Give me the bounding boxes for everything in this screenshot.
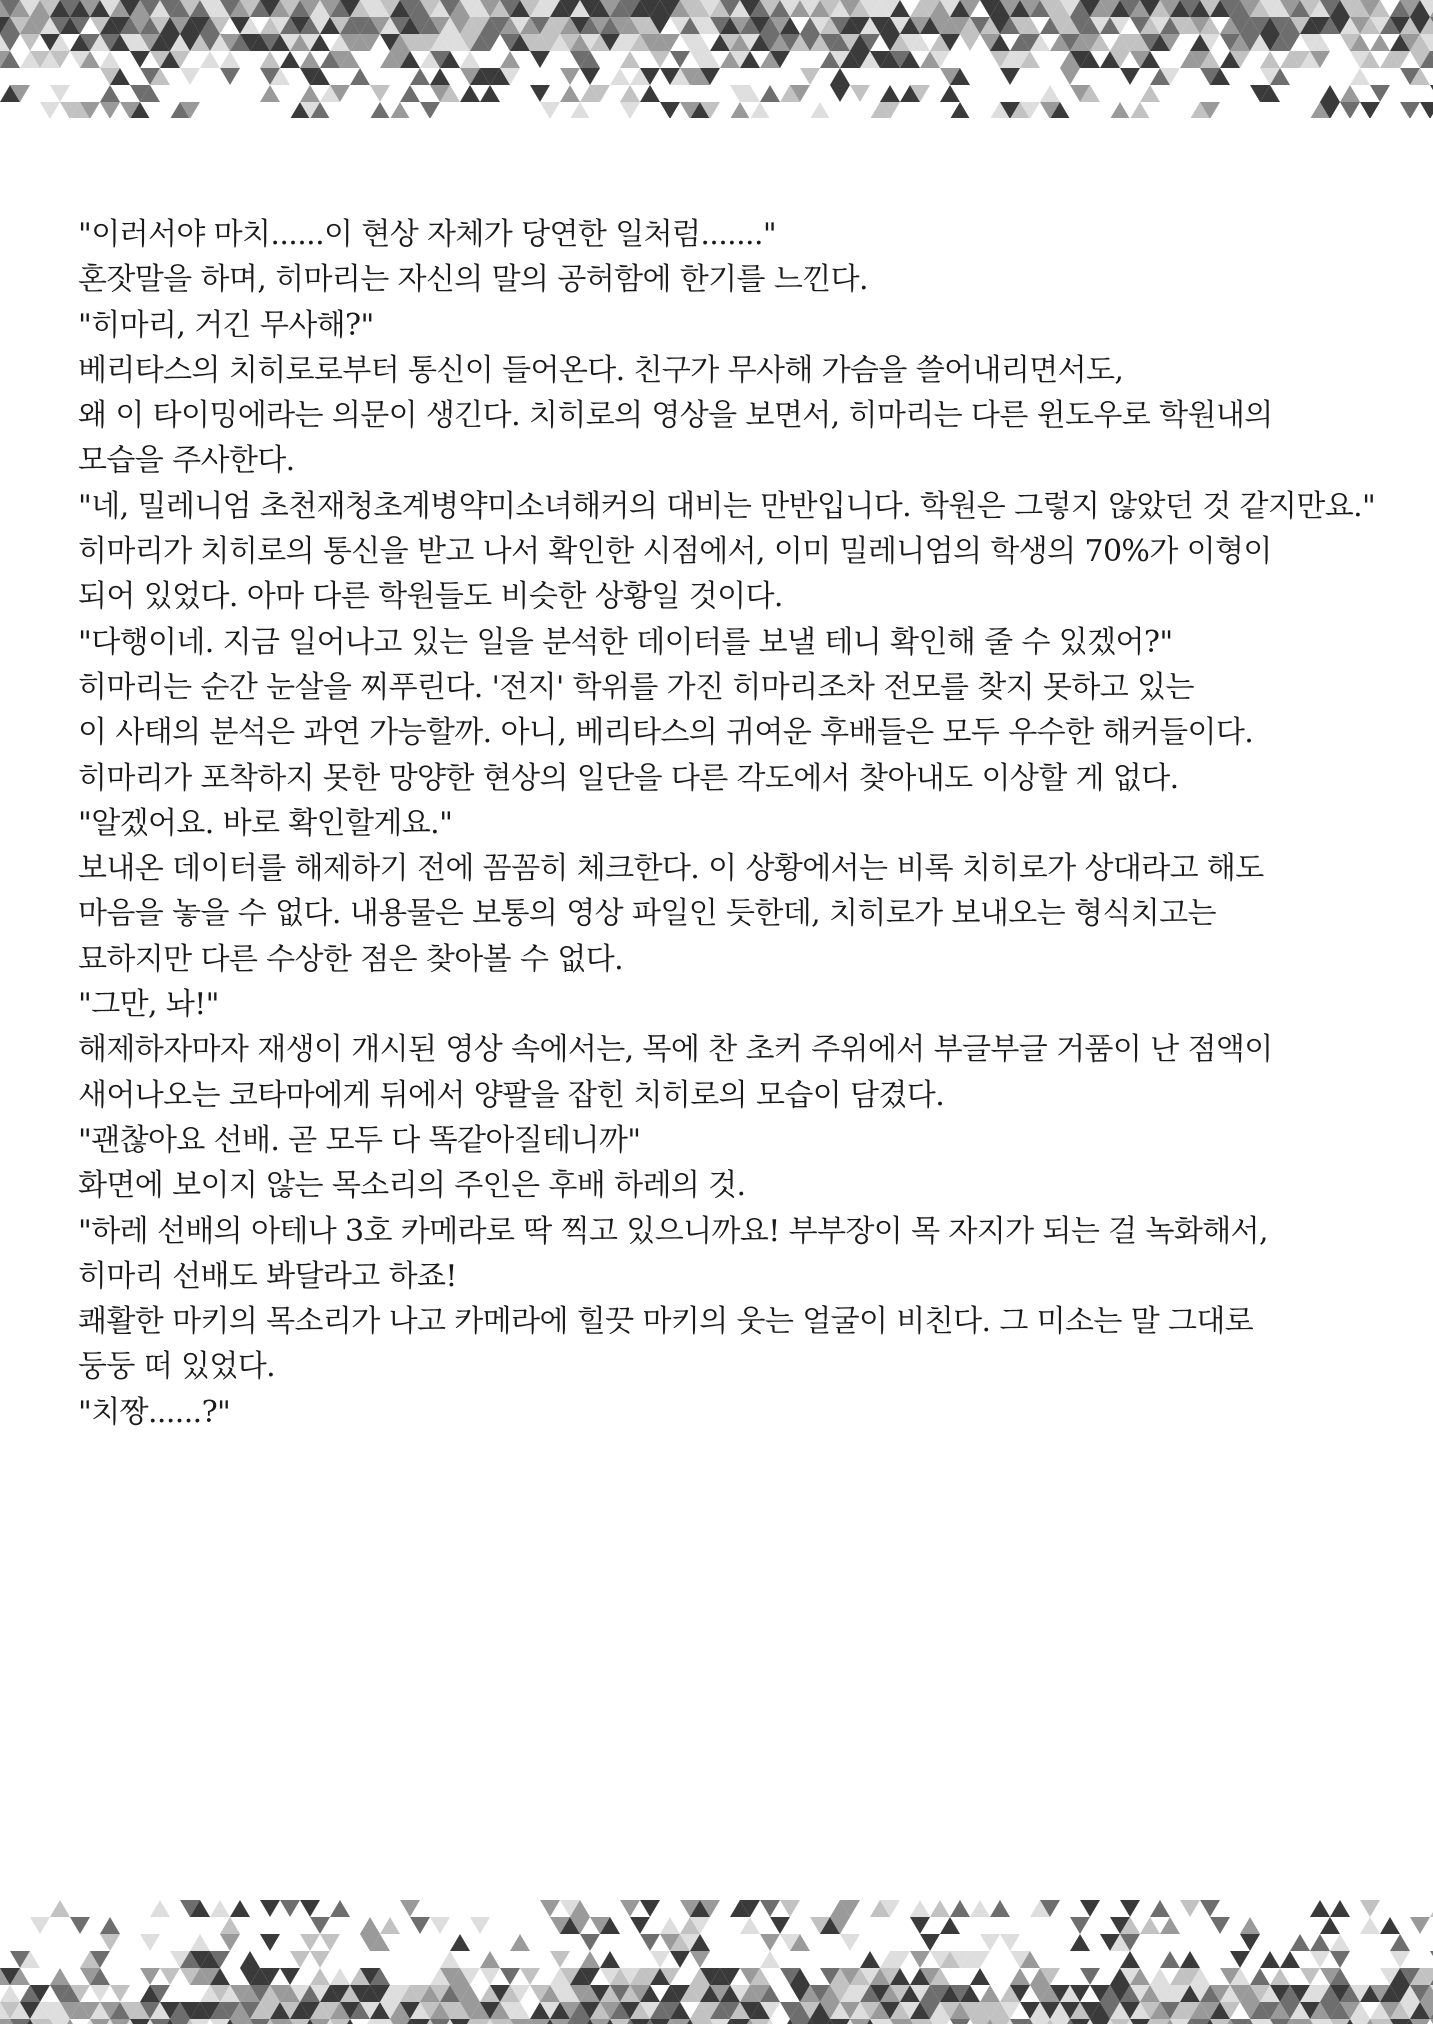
text-line: 혼잣말을 하며, 히마리는 자신의 말의 공허함에 한기를 느낀다. xyxy=(78,262,868,298)
pattern-triangle xyxy=(1260,1951,1280,1968)
pattern-triangle xyxy=(650,51,670,68)
pattern-triangle xyxy=(280,1968,300,1985)
pattern-triangle xyxy=(1140,85,1160,102)
pattern-triangle xyxy=(920,1934,940,1951)
pattern-triangle xyxy=(1150,1968,1170,1985)
pattern-triangle xyxy=(740,1917,760,1934)
pattern-triangle xyxy=(560,85,580,102)
pattern-triangle xyxy=(350,68,370,85)
pattern-triangle xyxy=(800,68,820,85)
pattern-triangle xyxy=(180,68,200,85)
pattern-triangle xyxy=(1010,1968,1030,1985)
pattern-triangle xyxy=(1120,1900,1140,1917)
pattern-triangle xyxy=(300,51,320,68)
pattern-triangle xyxy=(1370,2019,1390,2024)
pattern-triangle xyxy=(1320,1917,1340,1934)
pattern-triangle xyxy=(1330,1934,1350,1951)
pattern-triangle xyxy=(330,2019,350,2024)
text-line: "히마리, 거긴 무사해?" xyxy=(78,307,374,343)
pattern-triangle xyxy=(100,85,120,102)
pattern-triangle xyxy=(430,68,450,85)
text-line: 모습을 주사한다. xyxy=(78,443,295,479)
pattern-triangle xyxy=(690,2019,710,2024)
pattern-triangle xyxy=(1120,1951,1140,1968)
pattern-triangle xyxy=(140,1968,160,1985)
pattern-triangle xyxy=(580,1951,600,1968)
pattern-triangle xyxy=(1210,1917,1230,1934)
pattern-triangle xyxy=(810,2019,830,2024)
text-line: "네, 밀레니엄 초천재청초계병약미소녀해커의 대비는 만반입니다. 학원은 그렇지 않았던 것 같지만요." xyxy=(78,488,1376,524)
pattern-triangle xyxy=(480,1968,500,1985)
pattern-triangle xyxy=(230,2019,250,2024)
pattern-triangle xyxy=(640,1934,660,1951)
pattern-triangle xyxy=(30,2019,50,2024)
pattern-triangle xyxy=(860,1951,880,1968)
pattern-triangle xyxy=(290,2019,310,2024)
text-line: "알겠어요. 바로 확인할게요." xyxy=(78,805,453,841)
pattern-triangle xyxy=(1250,1968,1270,1985)
pattern-triangle xyxy=(950,2019,970,2024)
pattern-triangle xyxy=(1190,2019,1210,2024)
pattern-triangle xyxy=(1280,1951,1300,1968)
pattern-triangle xyxy=(610,2019,630,2024)
pattern-triangle xyxy=(550,1951,570,1968)
pattern-triangle xyxy=(1110,102,1130,118)
pattern-triangle xyxy=(1380,1917,1400,1934)
pattern-triangle xyxy=(810,102,830,118)
pattern-triangle xyxy=(970,2019,990,2024)
text-line: 둥둥 떠 있었다. xyxy=(78,1349,276,1385)
pattern-triangle xyxy=(660,1917,680,1934)
pattern-triangle xyxy=(780,1900,800,1917)
pattern-triangle xyxy=(90,1985,110,2002)
pattern-triangle xyxy=(640,85,660,102)
pattern-triangle xyxy=(1150,1900,1170,1917)
text-line: 히마리가 치히로의 통신을 받고 나서 확인한 시점에서, 이미 밀레니엄의 학생의 70%가 이형이 xyxy=(78,534,1272,570)
pattern-triangle xyxy=(1070,1917,1090,1934)
pattern-triangle xyxy=(1310,1951,1330,1968)
pattern-triangle xyxy=(310,1917,330,1934)
pattern-triangle xyxy=(410,68,430,85)
pattern-triangle xyxy=(310,1951,330,1968)
text-line: 쾌활한 마키의 목소리가 나고 카메라에 힐끗 마키의 웃는 얼굴이 비친다. 그 미소는 말 그대로 xyxy=(78,1304,1254,1340)
pattern-triangle xyxy=(1350,2019,1370,2024)
pattern-triangle xyxy=(1230,2019,1250,2024)
pattern-triangle xyxy=(960,34,980,51)
pattern-triangle xyxy=(380,1917,400,1934)
text-line: 되어 있었다. 아마 다른 학원들도 비슷한 상황일 것이다. xyxy=(78,579,783,615)
pattern-triangle xyxy=(1030,2019,1050,2024)
pattern-triangle xyxy=(600,1951,620,1968)
pattern-triangle xyxy=(850,85,870,102)
pattern-triangle xyxy=(990,2019,1010,2024)
pattern-triangle xyxy=(330,1968,350,1985)
pattern-triangle xyxy=(1330,1900,1350,1917)
pattern-triangle xyxy=(1360,102,1380,118)
pattern-triangle xyxy=(880,85,900,102)
text-line: "괜찮아요 선배. 곧 모두 다 똑같아질테니까" xyxy=(78,1122,641,1158)
pattern-triangle xyxy=(1310,1900,1330,1917)
pattern-triangle xyxy=(310,1968,330,1985)
pattern-triangle xyxy=(450,1934,470,1951)
pattern-triangle xyxy=(410,2019,430,2024)
pattern-triangle xyxy=(50,1968,70,1985)
pattern-triangle xyxy=(630,1917,650,1934)
pattern-triangle xyxy=(220,68,240,85)
pattern-triangle xyxy=(260,85,280,102)
pattern-triangle xyxy=(1170,2019,1190,2024)
pattern-triangle xyxy=(1080,1900,1100,1917)
pattern-triangle xyxy=(10,2019,30,2024)
pattern-triangle xyxy=(850,2019,870,2024)
pattern-triangle xyxy=(1130,2019,1150,2024)
pattern-triangle xyxy=(300,1900,320,1917)
pattern-triangle xyxy=(1330,2019,1350,2024)
pattern-triangle xyxy=(590,2019,610,2024)
pattern-triangle xyxy=(130,51,150,68)
pattern-triangle xyxy=(360,1917,380,1934)
pattern-triangle xyxy=(1360,1900,1380,1917)
pattern-triangle xyxy=(320,1934,340,1951)
pattern-triangle xyxy=(670,2019,690,2024)
pattern-triangle xyxy=(150,1900,170,1917)
pattern-triangle xyxy=(630,2019,650,2024)
pattern-triangle xyxy=(910,1900,930,1917)
text-line: "다행이네. 지금 일어나고 있는 일을 분석한 데이터를 보낼 테니 확인해 줄 수 있겠어?" xyxy=(78,624,1173,660)
pattern-triangle xyxy=(0,1985,20,2002)
pattern-triangle xyxy=(1270,1968,1290,1985)
pattern-triangle xyxy=(470,2019,490,2024)
pattern-triangle xyxy=(150,2019,170,2024)
text-line: 히마리는 순간 눈살을 찌푸린다. '전지' 학위를 가진 히마리조차 전모를 찾지 못하고 있는 xyxy=(78,669,1194,705)
pattern-triangle xyxy=(1210,2019,1230,2024)
pattern-triangle xyxy=(1390,2019,1410,2024)
pattern-triangle xyxy=(520,1968,540,1985)
pattern-triangle xyxy=(1330,1951,1350,1968)
pattern-triangle xyxy=(1410,2019,1430,2024)
pattern-triangle xyxy=(910,1951,930,1968)
pattern-triangle xyxy=(20,34,40,51)
pattern-triangle xyxy=(280,51,300,68)
pattern-triangle xyxy=(970,1968,990,1985)
pattern-triangle xyxy=(1290,1934,1310,1951)
pattern-triangle xyxy=(100,51,120,68)
pattern-triangle xyxy=(650,1951,670,1968)
pattern-triangle xyxy=(710,2019,730,2024)
text-line: "그만, 놔!" xyxy=(78,987,219,1023)
pattern-triangle xyxy=(950,1900,970,1917)
pattern-triangle xyxy=(1140,1917,1160,1934)
pattern-triangle xyxy=(890,2019,910,2024)
pattern-triangle xyxy=(40,102,60,118)
pattern-triangle xyxy=(1080,1968,1100,1985)
pattern-triangle xyxy=(30,1917,50,1934)
pattern-triangle xyxy=(830,85,850,102)
triangle-mosaic xyxy=(0,1900,1433,2024)
pattern-triangle xyxy=(370,85,390,102)
pattern-triangle xyxy=(930,2019,950,2024)
pattern-triangle xyxy=(110,2019,130,2024)
pattern-triangle xyxy=(1110,2019,1130,2024)
text-line: 화면에 보이지 않는 목소리의 주인은 후배 하레의 것. xyxy=(78,1168,746,1204)
pattern-triangle xyxy=(990,1900,1010,1917)
text-line: 히마리 선배도 봐달라고 하죠! xyxy=(78,1258,457,1294)
pattern-triangle xyxy=(160,1968,180,1985)
pattern-triangle xyxy=(1340,85,1360,102)
pattern-triangle xyxy=(400,1900,420,1917)
pattern-triangle xyxy=(300,1934,320,1951)
pattern-triangle xyxy=(580,1934,600,1951)
pattern-triangle xyxy=(1160,1917,1180,1934)
pattern-triangle xyxy=(530,2019,550,2024)
pattern-triangle xyxy=(1400,102,1420,118)
pattern-triangle xyxy=(480,85,500,102)
text-line: 히마리가 포착하지 못한 망양한 현상의 일단을 다른 각도에서 찾아내도 이상할 게 없다. xyxy=(78,760,1179,796)
pattern-triangle xyxy=(550,2019,570,2024)
pattern-triangle xyxy=(540,1900,560,1917)
pattern-triangle xyxy=(690,1951,710,1968)
pattern-triangle xyxy=(790,2019,810,2024)
pattern-triangle xyxy=(390,2019,410,2024)
pattern-triangle xyxy=(1340,102,1360,118)
pattern-triangle xyxy=(570,2019,590,2024)
pattern-triangle xyxy=(670,1951,690,1968)
pattern-triangle xyxy=(280,1900,300,1917)
pattern-triangle xyxy=(1000,68,1020,85)
pattern-triangle xyxy=(760,85,780,102)
pattern-triangle xyxy=(830,68,850,85)
pattern-triangle xyxy=(210,2019,230,2024)
pattern-triangle xyxy=(1370,85,1390,102)
pattern-triangle xyxy=(170,2019,190,2024)
pattern-triangle xyxy=(50,85,70,102)
text-line: 해제하자마자 재생이 개시된 영상 속에서는, 목에 찬 초커 주위에서 부글부글 거품이 난 점액이 xyxy=(78,1032,1273,1068)
pattern-triangle xyxy=(510,1934,530,1951)
pattern-triangle xyxy=(1120,68,1140,85)
pattern-triangle xyxy=(870,2019,890,2024)
pattern-triangle xyxy=(1290,2019,1310,2024)
pattern-triangle xyxy=(1150,2019,1170,2024)
pattern-triangle xyxy=(140,1934,160,1951)
pattern-triangle xyxy=(570,102,590,118)
text-line: 왜 이 타이밍에라는 의문이 생긴다. 치히로의 영상을 보면서, 히마리는 다른 윈도우로 학원내의 xyxy=(78,398,1273,434)
text-line: 마음을 놓을 수 없다. 내용물은 보통의 영상 파일인 듯한데, 치히로가 보내오는 형식치고는 xyxy=(78,896,1216,932)
pattern-triangle xyxy=(50,2019,70,2024)
pattern-triangle xyxy=(730,102,750,118)
pattern-triangle xyxy=(1240,1934,1260,1951)
pattern-triangle xyxy=(470,1917,490,1934)
pattern-triangle xyxy=(1240,1917,1260,1934)
pattern-triangle xyxy=(940,85,960,102)
pattern-triangle xyxy=(260,51,280,68)
pattern-triangle xyxy=(910,1917,930,1934)
pattern-triangle xyxy=(240,1951,260,1968)
pattern-triangle xyxy=(190,1934,210,1951)
pattern-triangle xyxy=(290,1951,310,1968)
pattern-triangle xyxy=(310,2019,330,2024)
pattern-triangle xyxy=(1160,1951,1180,1968)
pattern-triangle xyxy=(760,1900,780,1917)
text-line: 베리타스의 치히로로부터 통신이 들어온다. 친구가 무사해 가슴을 쓸어내리면서도, xyxy=(78,352,1124,388)
pattern-triangle xyxy=(130,2019,150,2024)
pattern-triangle xyxy=(730,2019,750,2024)
pattern-triangle xyxy=(390,102,410,118)
pattern-triangle xyxy=(620,1900,640,1917)
pattern-triangle xyxy=(1070,1934,1090,1951)
pattern-triangle xyxy=(220,1917,240,1934)
pattern-triangle xyxy=(220,51,240,68)
pattern-triangle xyxy=(760,1934,780,1951)
pattern-triangle xyxy=(970,1900,990,1917)
pattern-triangle xyxy=(400,85,420,102)
pattern-triangle xyxy=(430,1917,450,1934)
pattern-triangle xyxy=(430,2019,450,2024)
pattern-triangle xyxy=(1010,2019,1030,2024)
pattern-triangle xyxy=(560,68,580,85)
pattern-triangle xyxy=(250,2019,270,2024)
pattern-triangle xyxy=(1040,85,1060,102)
pattern-triangle xyxy=(1070,2019,1090,2024)
text-line: "이러서야 마치......이 현상 자체가 당연한 일처럼......." xyxy=(78,217,777,252)
pattern-triangle xyxy=(1000,1934,1020,1951)
pattern-triangle xyxy=(450,2019,470,2024)
pattern-triangle xyxy=(750,102,770,118)
pattern-triangle xyxy=(610,68,630,85)
pattern-triangle xyxy=(1390,1951,1410,1968)
pattern-triangle xyxy=(1130,102,1150,118)
pattern-triangle xyxy=(370,2019,390,2024)
pattern-triangle xyxy=(1250,2019,1270,2024)
pattern-triangle xyxy=(1350,68,1370,85)
pattern-triangle xyxy=(1180,1951,1200,1968)
pattern-triangle xyxy=(840,1934,860,1951)
text-line: "하레 선배의 아테나 3호 카메라로 딱 찍고 있으니까요! 부부장이 목 자지가 되는 걸 녹화해서, xyxy=(78,1213,1268,1249)
pattern-triangle xyxy=(760,1951,780,1968)
pattern-triangle xyxy=(70,1917,90,1934)
pattern-triangle xyxy=(1050,2019,1070,2024)
pattern-triangle xyxy=(620,51,640,68)
text-line: 보내온 데이터를 해제하기 전에 꼼꼼히 체크한다. 이 상황에서는 비록 치히로가 상대라고 해도 xyxy=(78,851,1264,887)
pattern-triangle xyxy=(950,102,970,118)
pattern-triangle xyxy=(270,2019,290,2024)
pattern-triangle xyxy=(420,102,440,118)
pattern-triangle xyxy=(440,1951,460,1968)
pattern-triangle xyxy=(770,1917,790,1934)
pattern-triangle xyxy=(650,2019,670,2024)
pattern-triangle xyxy=(100,1917,120,1934)
text-line: 이 사태의 분석은 과연 가능할까. 아니, 베리타스의 귀여운 후배들은 모두 우수한 해커들이다. xyxy=(78,715,1254,751)
pattern-triangle xyxy=(210,1900,230,1917)
pattern-triangle xyxy=(620,102,640,118)
pattern-triangle xyxy=(1360,1917,1380,1934)
pattern-triangle xyxy=(410,1917,430,1934)
pattern-triangle xyxy=(1320,85,1340,102)
pattern-triangle xyxy=(750,2019,770,2024)
pattern-triangle xyxy=(500,1968,520,1985)
pattern-triangle xyxy=(930,1900,950,1917)
pattern-triangle xyxy=(50,1900,70,1917)
pattern-triangle xyxy=(640,1900,660,1917)
pattern-triangle xyxy=(260,1900,280,1917)
pattern-triangle xyxy=(1200,1900,1220,1917)
document-body xyxy=(78,212,1418,1435)
pattern-triangle xyxy=(220,1934,240,1951)
pattern-triangle xyxy=(660,102,680,118)
pattern-triangle xyxy=(500,51,520,68)
pattern-triangle xyxy=(980,1985,1000,2002)
pattern-triangle xyxy=(940,1917,960,1934)
pattern-triangle xyxy=(980,1934,1000,1951)
pattern-triangle xyxy=(1410,1917,1430,1934)
pattern-triangle xyxy=(670,51,690,68)
pattern-triangle xyxy=(1310,2019,1330,2024)
pattern-triangle xyxy=(490,2019,510,2024)
pattern-triangle xyxy=(90,2019,110,2024)
pattern-triangle xyxy=(200,51,220,68)
bottom-triangle-pattern-border xyxy=(0,1900,1433,2024)
pattern-triangle xyxy=(1420,102,1433,118)
pattern-triangle xyxy=(540,102,560,118)
pattern-triangle xyxy=(1370,34,1390,51)
pattern-triangle xyxy=(260,1934,280,1951)
triangle-mosaic xyxy=(0,0,1433,118)
pattern-triangle xyxy=(530,85,550,102)
pattern-triangle xyxy=(1270,2019,1290,2024)
pattern-triangle xyxy=(1180,1900,1200,1917)
pattern-triangle xyxy=(1090,2019,1110,2024)
pattern-triangle xyxy=(190,2019,210,2024)
pattern-triangle xyxy=(510,2019,530,2024)
pattern-triangle xyxy=(100,1934,120,1951)
pattern-triangle xyxy=(530,51,550,68)
pattern-triangle xyxy=(370,102,390,118)
text-line: 묘하지만 다른 수상한 점은 찾아볼 수 없다. xyxy=(78,941,624,977)
pattern-triangle xyxy=(830,2019,850,2024)
pattern-triangle xyxy=(1260,51,1280,68)
pattern-triangle xyxy=(1300,1968,1320,1985)
pattern-triangle xyxy=(460,51,480,68)
pattern-triangle xyxy=(1310,1934,1330,1951)
pattern-triangle xyxy=(110,1985,130,2002)
pattern-triangle xyxy=(1390,1934,1410,1951)
top-triangle-pattern-border xyxy=(0,0,1433,118)
pattern-triangle xyxy=(580,68,600,85)
pattern-triangle xyxy=(460,85,480,102)
pattern-triangle xyxy=(300,85,320,102)
pattern-triangle xyxy=(620,85,640,102)
pattern-triangle xyxy=(1060,68,1080,85)
pattern-triangle xyxy=(100,102,120,118)
pattern-triangle xyxy=(1230,1951,1250,1968)
pattern-triangle xyxy=(480,1951,500,1968)
text-line: "치짱......?" xyxy=(78,1394,231,1430)
pattern-triangle xyxy=(910,2019,930,2024)
pattern-triangle xyxy=(230,1900,250,1917)
text-line: 새어나오는 코타마에게 뒤에서 양팔을 잡힌 치히로의 모습이 담겼다. xyxy=(78,1077,945,1113)
pattern-triangle xyxy=(330,1900,350,1917)
